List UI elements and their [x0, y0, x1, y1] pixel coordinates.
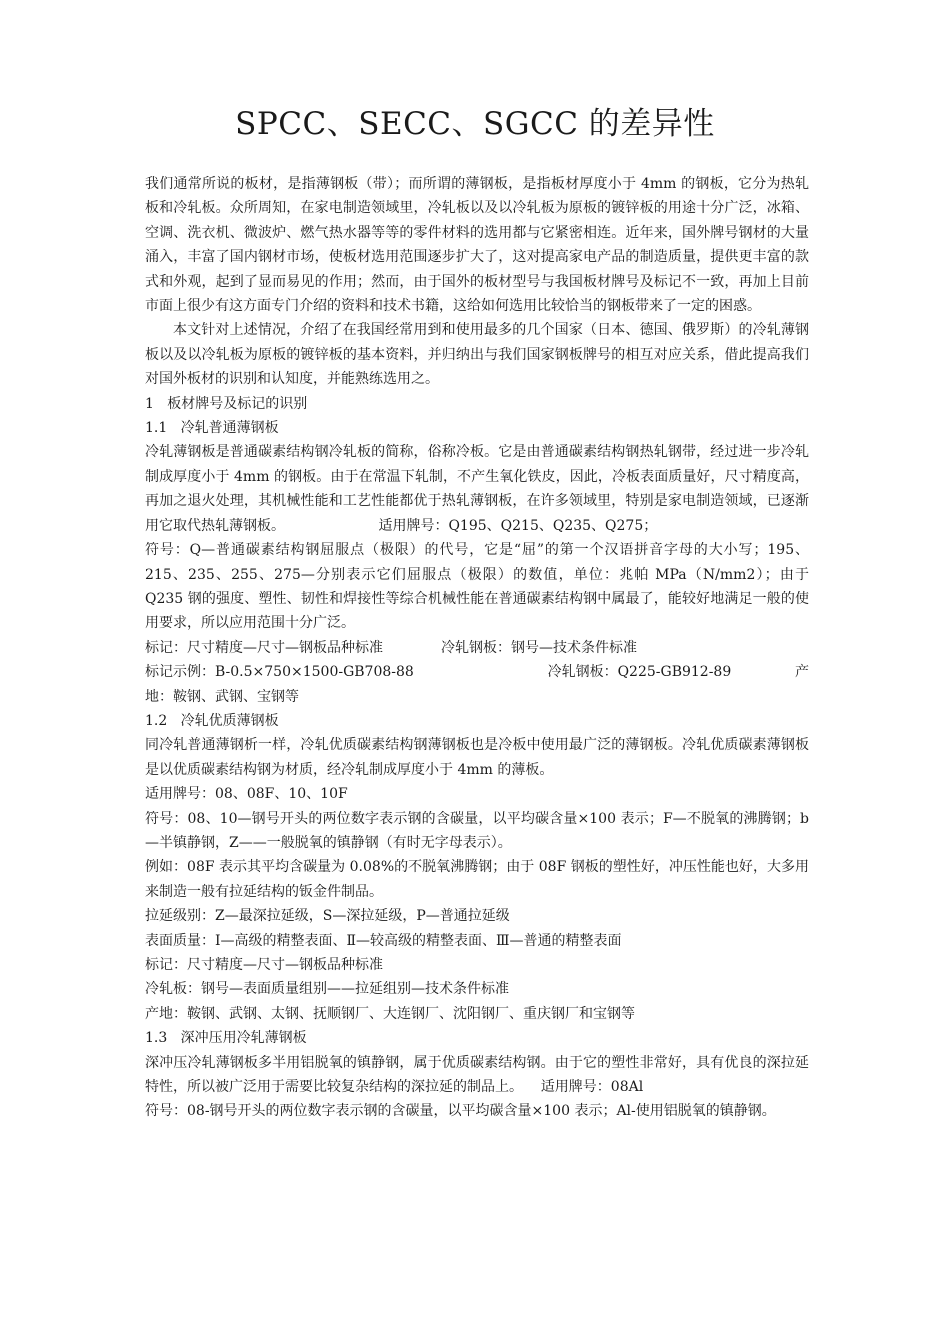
section-1-2-example: 例如：08F 表示其平均含碳量为 0.08%的不脱氧沸腾钢；由于 08F 钢板的塑性好，冲压性能也好，大多用来制造一般有拉延结构的钣金件制品。 [145, 859, 809, 900]
section-1-1-example: 标记示例：B-0.5×750×1500-GB708-88 [145, 664, 414, 681]
section-1-3-heading: 1.3 深冲压用冷轧薄钢板 [145, 1030, 307, 1047]
section-1-2-surface-quality: 表面质量：Ⅰ—高级的精整表面、Ⅱ—较高级的精整表面、Ⅲ—普通的精整表面 [145, 932, 622, 949]
intro-paragraph-2: 本文针对上述情况，介绍了在我国经常用到和使用最多的几个国家（日本、德国、俄罗斯）的冷轧薄钢板以及以冷轧板为原板的镀锌板的基本资料，并归纳出与我们国家钢板牌号的相互对应关系，借此提高我们对国外板材的识别和认知度，并能熟练选用之。 [145, 322, 809, 388]
section-1-heading: 1 板材牌号及标记的识别 [145, 395, 308, 412]
section-1-1-example-tail: 产 [795, 664, 809, 681]
section-1-1-example-line [145, 660, 809, 684]
section-1-3-symbol: 符号：08-钢号开头的两位数字表示钢的含碳量，以平均碳含量×100 表示；Al-使用铝脱氧的镇静钢。 [145, 1103, 776, 1120]
section-1-2-origin: 产地：鞍钢、武钢、太钢、抚顺钢厂、大连钢厂、沈阳钢厂、重庆钢厂和宝钢等 [145, 1005, 635, 1022]
section-1-1-mark-cold: 冷轧钢板：钢号—技术条件标准 [441, 639, 637, 656]
document-body [145, 172, 809, 1124]
section-1-2-heading: 1.2 冷轧优质薄钢板 [145, 712, 279, 729]
section-1-1-symbol: 符号：Q—普通碳素结构钢屈服点（极限）的代号，它是“屈”的第一个汉语拼音字母的大小写；195、215、235、255、275—分别表示它们屈服点（极限）的数值，单位：兆帕 MPa（N/mm2）；由于 Q235 钢的强度、塑性、韧性和焊接性等综合机械性能在普通碳素结构钢中属最了，能较好地满足一般的使用要求，所以应用范围十分广泛。 [145, 542, 809, 632]
section-1-1-mark-line [145, 636, 809, 660]
section-1-2-cold-rolled: 冷轧板：钢号—表面质量组别——拉延组别—技术条件标准 [145, 981, 509, 998]
section-1-1-origin: 地：鞍钢、武钢、宝钢等 [145, 688, 299, 705]
section-1-3-description: 深冲压冷轧薄钢板多半用铝脱氧的镇静钢，属于优质碳素结构钢。由于它的塑性非常好，具有优良的深拉延特性，所以被广泛用于需要比较复杂结构的深拉延的制品上。 适用牌号：08Al [145, 1054, 809, 1096]
section-1-2-grades: 适用牌号：08、08F、10、10F [145, 786, 348, 803]
section-1-2-draw-levels: 拉延级别：Z—最深拉延级，S—深拉延级，P—普通拉延级 [145, 908, 510, 925]
section-1-2-description: 同冷轧普通薄钢析一样，冷轧优质碳素结构钢薄钢板也是冷板中使用最广泛的薄钢板。冷轧优质碳素薄钢板是以优质碳素结构钢为材质，经冷轧制成厚度小于 4mm 的薄板。 [145, 737, 809, 778]
section-1-2-mark: 标记：尺寸精度—尺寸—钢板品种标准 [145, 957, 383, 973]
intro-paragraph-1: 我们通常所说的板材，是指薄钢板（带）；而所谓的薄钢板，是指板材厚度小于 4mm 的钢板，它分为热轧板和冷轧板。众所周知，在家电制造领域里，冷轧板以及以冷轧板为原板的镀锌板的用途十分广泛，冰箱、空调、洗衣机、微波炉、燃气热水器等等的零件材料的选用都与它紧密相连。近年来，国外牌号钢材的大量涌入，丰富了国内钢材市场，使板材选用范围逐步扩大了，这对提高家电产品的制造质量，提供更丰富的款式和外观，起到了显而易见的作用；然而，由于国外的板材型号与我国板材牌号及标记不一致，再加上目前市面上很少有这方面专门介绍的资料和技术书籍，这给如何选用比较恰当的钢板带来了一定的困惑。 [145, 176, 809, 315]
section-1-2-symbol: 符号：08、10—钢号开头的两位数字表示钢的含碳量，以平均碳含量×100 表示；F—不脱氧的沸腾钢；b—半镇静钢，Z——一般脱氧的镇静钢（有时无字母表示）。 [145, 810, 809, 851]
document-title: SPCC、SECC、SGCC 的差异性 [235, 106, 715, 142]
section-1-1-example-cold: 冷轧钢板：Q225-GB912-89 [547, 664, 732, 681]
section-1-1-heading: 1.1 冷轧普通薄钢板 [145, 420, 279, 437]
section-1-1-mark: 标记：尺寸精度—尺寸—钢板品种标准 [145, 639, 383, 656]
section-1-1-description: 冷轧薄钢板是普通碳素结构钢冷轧板的简称，俗称冷板。它是由普通碳素结构钢热轧钢带，经过进一步冷轧制成厚度小于 4mm 的钢板。由于在常温下轧制，不产生氧化铁皮，因此，冷板表面质量好，尺寸精度高，再加之退火处理，其机械性能和工艺性能都优于热轧薄钢板，在许多领域里，特别是家电制造领域，已逐渐用它取代热轧薄钢板。 适用牌号：Q195、Q215、Q235、Q275； [145, 444, 809, 534]
